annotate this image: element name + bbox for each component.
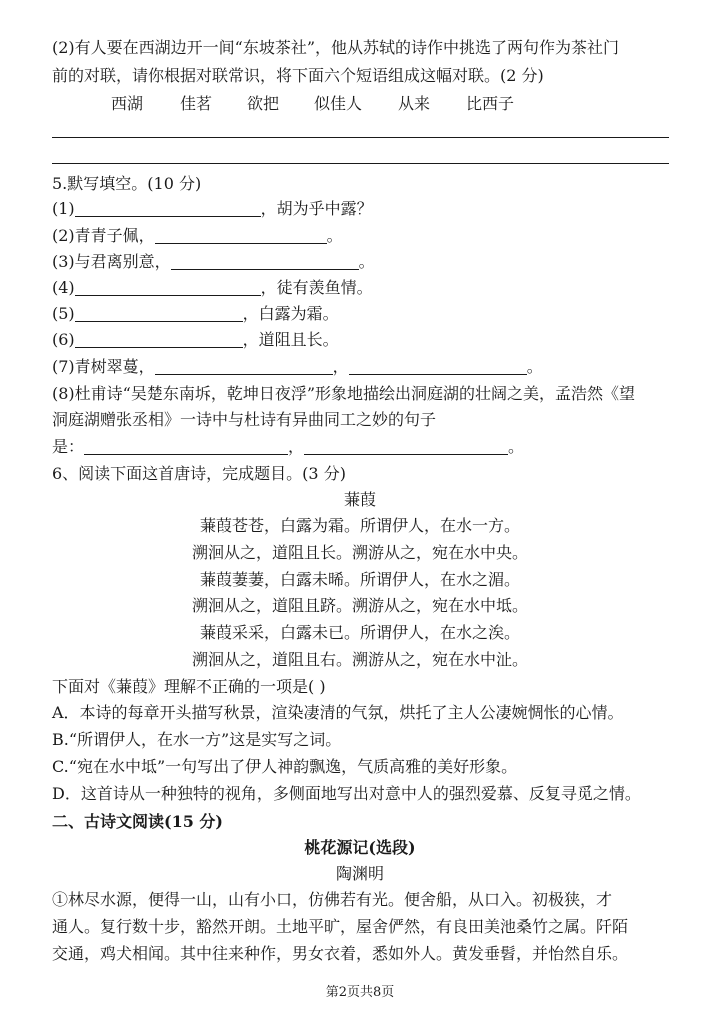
fill-blank[interactable] bbox=[75, 200, 261, 217]
q5-item8-line-2: 洞庭湖赠张丞相》一诗中与杜诗有异曲同工之妙的句子 bbox=[52, 410, 437, 429]
fill-blank[interactable] bbox=[349, 358, 527, 375]
passage-line: 通人。复行数十步，豁然开朗。土地平旷，屋舍俨然，有良田美池桑竹之属。阡陌 bbox=[52, 917, 629, 936]
q5-item: (4) ，徒有羡鱼情。 bbox=[52, 278, 373, 297]
q5-item: (3)与君离别意， 。 bbox=[52, 252, 375, 271]
phrase-item: 比西子 bbox=[466, 94, 515, 113]
fill-blank[interactable] bbox=[304, 438, 508, 455]
poem-line: 溯洄从之，道阻且右。溯游从之，宛在水中沚。 bbox=[191, 650, 528, 669]
poem-title: 蒹葭 bbox=[343, 490, 376, 509]
fill-blank[interactable] bbox=[155, 227, 327, 244]
fill-blank[interactable] bbox=[84, 438, 288, 455]
poem-line: 溯洄从之，道阻且跻。溯游从之，宛在水中坻。 bbox=[191, 596, 528, 615]
q5-item: (2)青青子佩， 。 bbox=[52, 226, 343, 245]
answer-line[interactable] bbox=[52, 137, 669, 138]
q4-line-2: 前的对联，请你根据对联常识，将下面六个短语组成这幅对联。(2 分) bbox=[52, 66, 544, 85]
answer-line[interactable] bbox=[52, 163, 669, 164]
fill-blank[interactable] bbox=[75, 331, 243, 348]
q5-item: 是： ， 。 bbox=[52, 437, 525, 456]
phrase-item: 似佳人 bbox=[314, 94, 363, 113]
poem-line: 蒹葭苍苍，白露为霜。所谓伊人，在水一方。 bbox=[199, 516, 520, 535]
passage-author: 陶渊明 bbox=[335, 864, 384, 883]
q4-line-1: (2)有人要在西湖边开一间“东坡茶社”，他从苏轼的诗作中挑选了两句作为茶社门 bbox=[52, 38, 620, 57]
fill-blank[interactable] bbox=[171, 253, 359, 270]
phrase-item: 欲把 bbox=[247, 94, 280, 113]
poem-line: 蒹葭萋萋，白露未晞。所谓伊人，在水之湄。 bbox=[199, 570, 520, 589]
passage-title: 桃花源记(选段) bbox=[304, 838, 416, 857]
phrase-item: 从来 bbox=[398, 94, 431, 113]
passage-line: ①林尽水源，便得一山，山有小口，仿佛若有光。便舍船，从口入。初极狭，才 bbox=[52, 890, 613, 909]
option-c[interactable]: C.“宛在水中坻”一句写出了伊人神韵飘逸，气质高雅的美好形象。 bbox=[52, 757, 518, 776]
page-footer: 第2页共8页 bbox=[325, 985, 395, 1000]
q6-question: 下面对《蒹葭》理解不正确的一项是( ) bbox=[52, 677, 326, 696]
passage-line: 交通，鸡犬相闻。其中往来种作，男女衣着，悉如外人。黄发垂髫，并怡然自乐。 bbox=[52, 944, 629, 963]
phrase-item: 佳茗 bbox=[180, 94, 213, 113]
q6-title: 6、阅读下面这首唐诗，完成题目。(3 分) bbox=[52, 464, 346, 483]
q5-item8-line-1: (8)杜甫诗“吴楚东南坼，乾坤日夜浮”形象地描绘出洞庭湖的壮阔之美，孟浩然《望 bbox=[52, 384, 636, 403]
fill-blank[interactable] bbox=[75, 305, 243, 322]
option-d[interactable]: D．这首诗从一种独特的视角，多侧面地写出对意中人的强烈爱慕、反复寻觅之情。 bbox=[52, 784, 641, 803]
fill-blank[interactable] bbox=[75, 279, 261, 296]
q5-item: (5) ，白露为霜。 bbox=[52, 304, 339, 323]
q5-item: (1) ，胡为乎中露？ bbox=[52, 199, 373, 218]
fill-blank[interactable] bbox=[155, 358, 333, 375]
q5-item: (6) ，道阻且长。 bbox=[52, 330, 339, 349]
option-b[interactable]: B.“所谓伊人，在水一方”这是实写之词。 bbox=[52, 730, 342, 749]
option-a[interactable]: A．本诗的每章开头描写秋景，渲染凄清的气氛，烘托了主人公凄婉惆怅的心情。 bbox=[52, 703, 624, 722]
section-heading: 二、古诗文阅读(15 分) bbox=[52, 812, 223, 831]
q5-title: 5.默写填空。(10 分) bbox=[52, 174, 202, 193]
poem-line: 蒹葭采采，白露未已。所谓伊人，在水之涘。 bbox=[199, 623, 520, 642]
poem-line: 溯洄从之，道阻且长。溯游从之，宛在水中央。 bbox=[191, 543, 528, 562]
q5-item: (7)青树翠蔓， ， 。 bbox=[52, 357, 543, 376]
phrase-item: 西湖 bbox=[111, 94, 144, 113]
